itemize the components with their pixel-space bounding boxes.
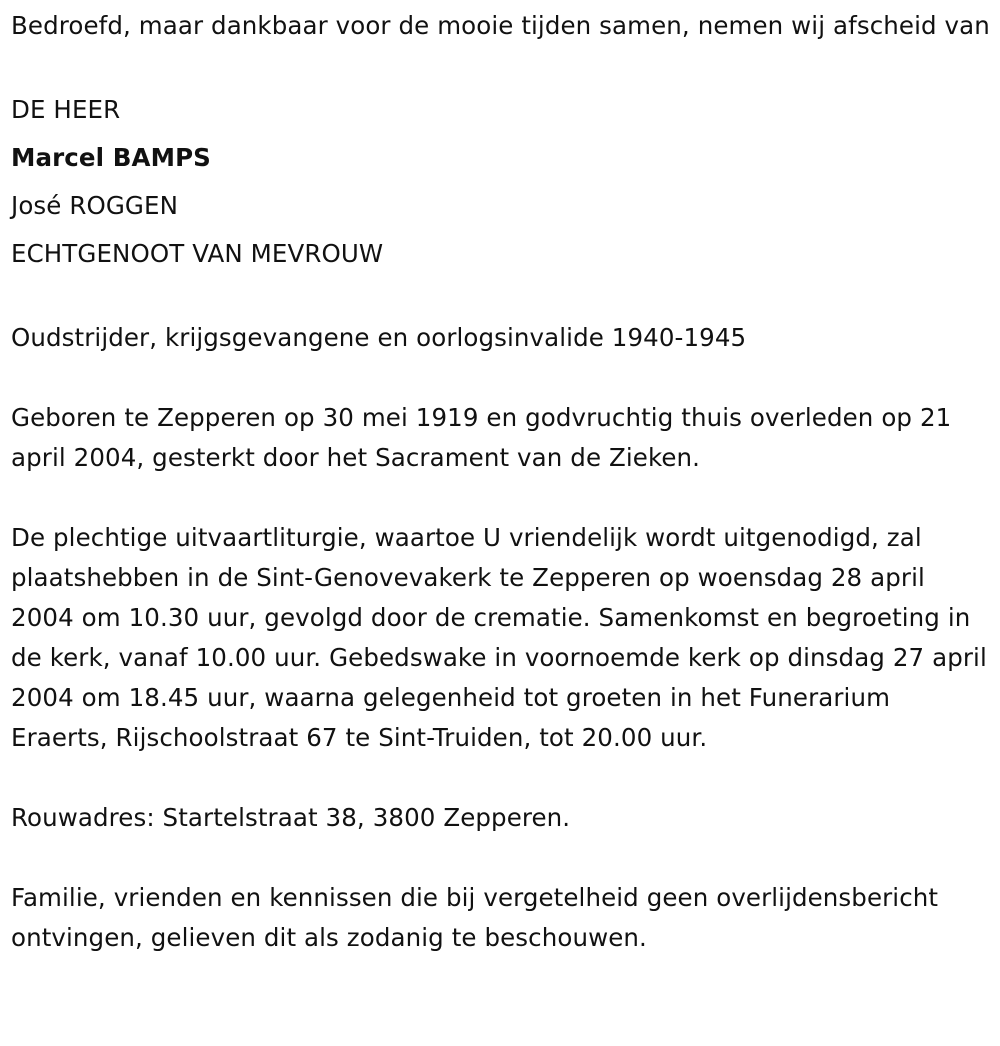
spacer	[11, 358, 990, 398]
spacer	[11, 278, 990, 318]
spouse-name: José ROGGEN	[11, 191, 179, 220]
deceased-heading	[11, 86, 990, 278]
birth-death-text: Geboren te Zepperen op 30 mei 1919 en godvruchtig thuis overleden op 21 april 2004, gesterkt door het Sacrament van de Zieken.	[11, 403, 952, 472]
mourning-address: Rouwadres: Startelstraat 38, 3800 Zepperen.	[11, 803, 571, 832]
spacer	[11, 46, 990, 86]
spacer	[11, 478, 990, 518]
spacer	[11, 838, 990, 878]
deceased-name: Marcel BAMPS	[11, 143, 211, 172]
spacer	[11, 758, 990, 798]
title-prefix: DE HEER	[11, 95, 121, 124]
closing-text: Familie, vrienden en kennissen die bij vergetelheid geen overlijdensbericht ontvingen, gelieven dit als zodanig te beschouwen.	[11, 883, 939, 952]
honors-text: Oudstrijder, krijgsgevangene en oorlogsinvalide 1940-1945	[11, 323, 747, 352]
intro-text: Bedroefd, maar dankbaar voor de mooie tijden samen, nemen wij afscheid van	[11, 11, 990, 40]
funeral-details: De plechtige uitvaartliturgie, waartoe U vriendelijk wordt uitgenodigd, zal plaatshebben in de Sint-Genovevakerk te Zepperen op woensdag 28 april 2004 om 10.30 uur, gevolgd door de crematie. Samenkomst en begroeting in de kerk, vanaf 10.00 uur. Gebedswake in voornoemde kerk op dinsdag 27 april 2004 om 18.45 uur, waarna gelegenheid tot groeten in het Funerarium Eraerts, Rijschoolstraat 67 te Sint-Truiden, tot 20.00 uur.	[11, 523, 987, 752]
spouse-relation: ECHTGENOOT VAN MEVROUW	[11, 239, 384, 268]
